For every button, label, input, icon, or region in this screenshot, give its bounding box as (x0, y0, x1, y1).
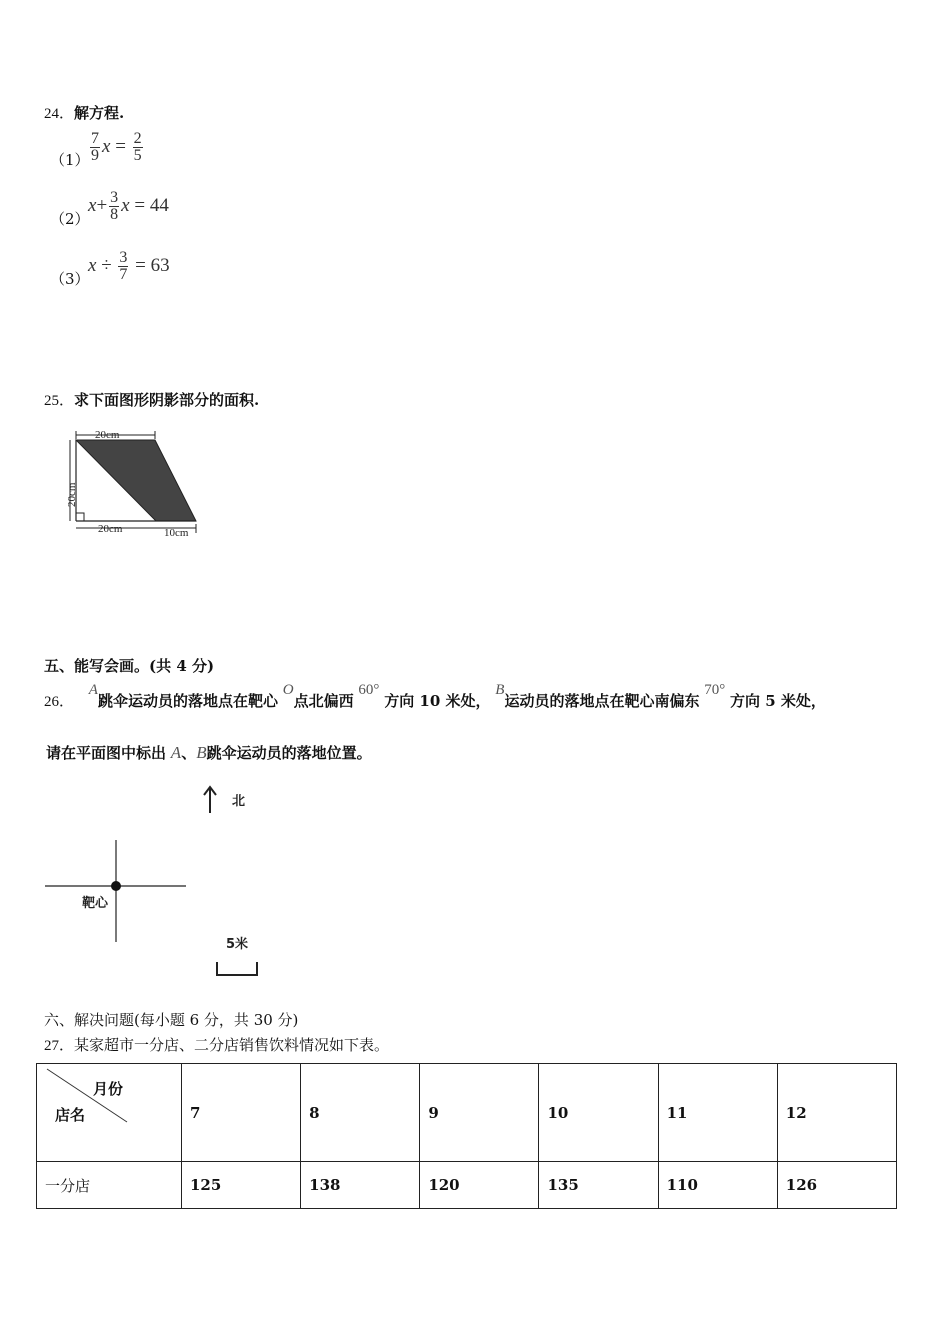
table-cell: 120 (420, 1162, 539, 1209)
target-map (40, 780, 280, 985)
q24-item1-label: （1） (50, 151, 90, 169)
q27-number: 27． (44, 1038, 75, 1054)
table-header-row (37, 1064, 897, 1162)
q24-item2-label: （2） (50, 210, 90, 228)
sales-table (36, 1063, 897, 1209)
point-o: O (282, 682, 294, 698)
q26-number: 26． (44, 694, 75, 710)
scale-bar (217, 962, 257, 975)
angle-70: 70° (704, 682, 726, 698)
point-a: A (88, 682, 98, 698)
fraction: $\frac{3}{8}$ (110, 189, 119, 223)
section5-title: 五、能写会画。(共 4 分) (44, 657, 215, 675)
table-corner-cell (37, 1064, 182, 1162)
scale-label: 5米 (226, 937, 249, 952)
q24-equation-1: $\frac{7}{9}$ x = $\frac{2}{5}$ (91, 130, 142, 164)
month-header: 8 (301, 1064, 420, 1162)
table-cell: 125 (182, 1162, 301, 1209)
corner-bottom-label: 店名 (55, 1106, 86, 1124)
q25-title: 求下面图形阴影部分的面积. (74, 391, 260, 409)
q26-line1: 26． A跳伞运动员的落地点在靶心 O点北偏西 60° 方向 10 米处， B运动员的落地点在靶心南偏东 70° 方向 5 米处， (44, 682, 826, 710)
table-cell: 138 (301, 1162, 420, 1209)
target-center-label: 靶心 (82, 896, 109, 911)
fraction: $\frac{2}{5}$ (133, 130, 142, 164)
right-angle-mark (76, 513, 84, 521)
fraction: $\frac{3}{7}$ (119, 249, 128, 283)
left-label: 20cm (66, 482, 78, 507)
top-label: 20cm (95, 429, 120, 441)
q24-equation-2: x+ $\frac{3}{8}$ x = 44 (88, 189, 169, 223)
month-header: 11 (658, 1064, 777, 1162)
q24-item3-label: （3） (50, 270, 90, 288)
section6-title: 六、解决问题(每小题 6 分，共 30 分) (44, 1011, 299, 1029)
q26-line2: 请在平面图中标出 A、B跳伞运动员的落地位置。 (46, 743, 372, 762)
store-name-cell: 一分店 (37, 1162, 182, 1209)
north-label: 北 (232, 794, 246, 809)
q25-heading (44, 389, 259, 410)
corner-top-label: 月份 (93, 1080, 124, 1098)
q27-title: 某家超市一分店、二分店销售饮料情况如下表。 (74, 1036, 390, 1054)
table-row (37, 1162, 897, 1209)
q24-number: 24． (44, 106, 75, 122)
shaded-trapezoid-figure (60, 425, 210, 545)
angle-60: 60° (358, 682, 380, 698)
q24-equation-3: x ÷ $\frac{3}{7}$ = 63 (88, 249, 170, 283)
q27-heading (44, 1034, 389, 1055)
month-header: 7 (182, 1064, 301, 1162)
target-center-dot (111, 881, 121, 891)
fraction: $\frac{7}{9}$ (91, 130, 99, 164)
table-cell: 126 (777, 1162, 896, 1209)
point-b: B (495, 682, 505, 698)
q24-title: 解方程. (74, 104, 125, 122)
shaded-region (76, 440, 196, 521)
month-header: 10 (539, 1064, 658, 1162)
bottom-label: 20cm (98, 523, 123, 535)
table-cell: 135 (539, 1162, 658, 1209)
month-header: 12 (777, 1064, 896, 1162)
bottom-right-label: 10cm (164, 527, 189, 539)
table-cell: 110 (658, 1162, 777, 1209)
q25-number: 25． (44, 393, 75, 409)
month-header: 9 (420, 1064, 539, 1162)
q24-heading (44, 102, 124, 123)
